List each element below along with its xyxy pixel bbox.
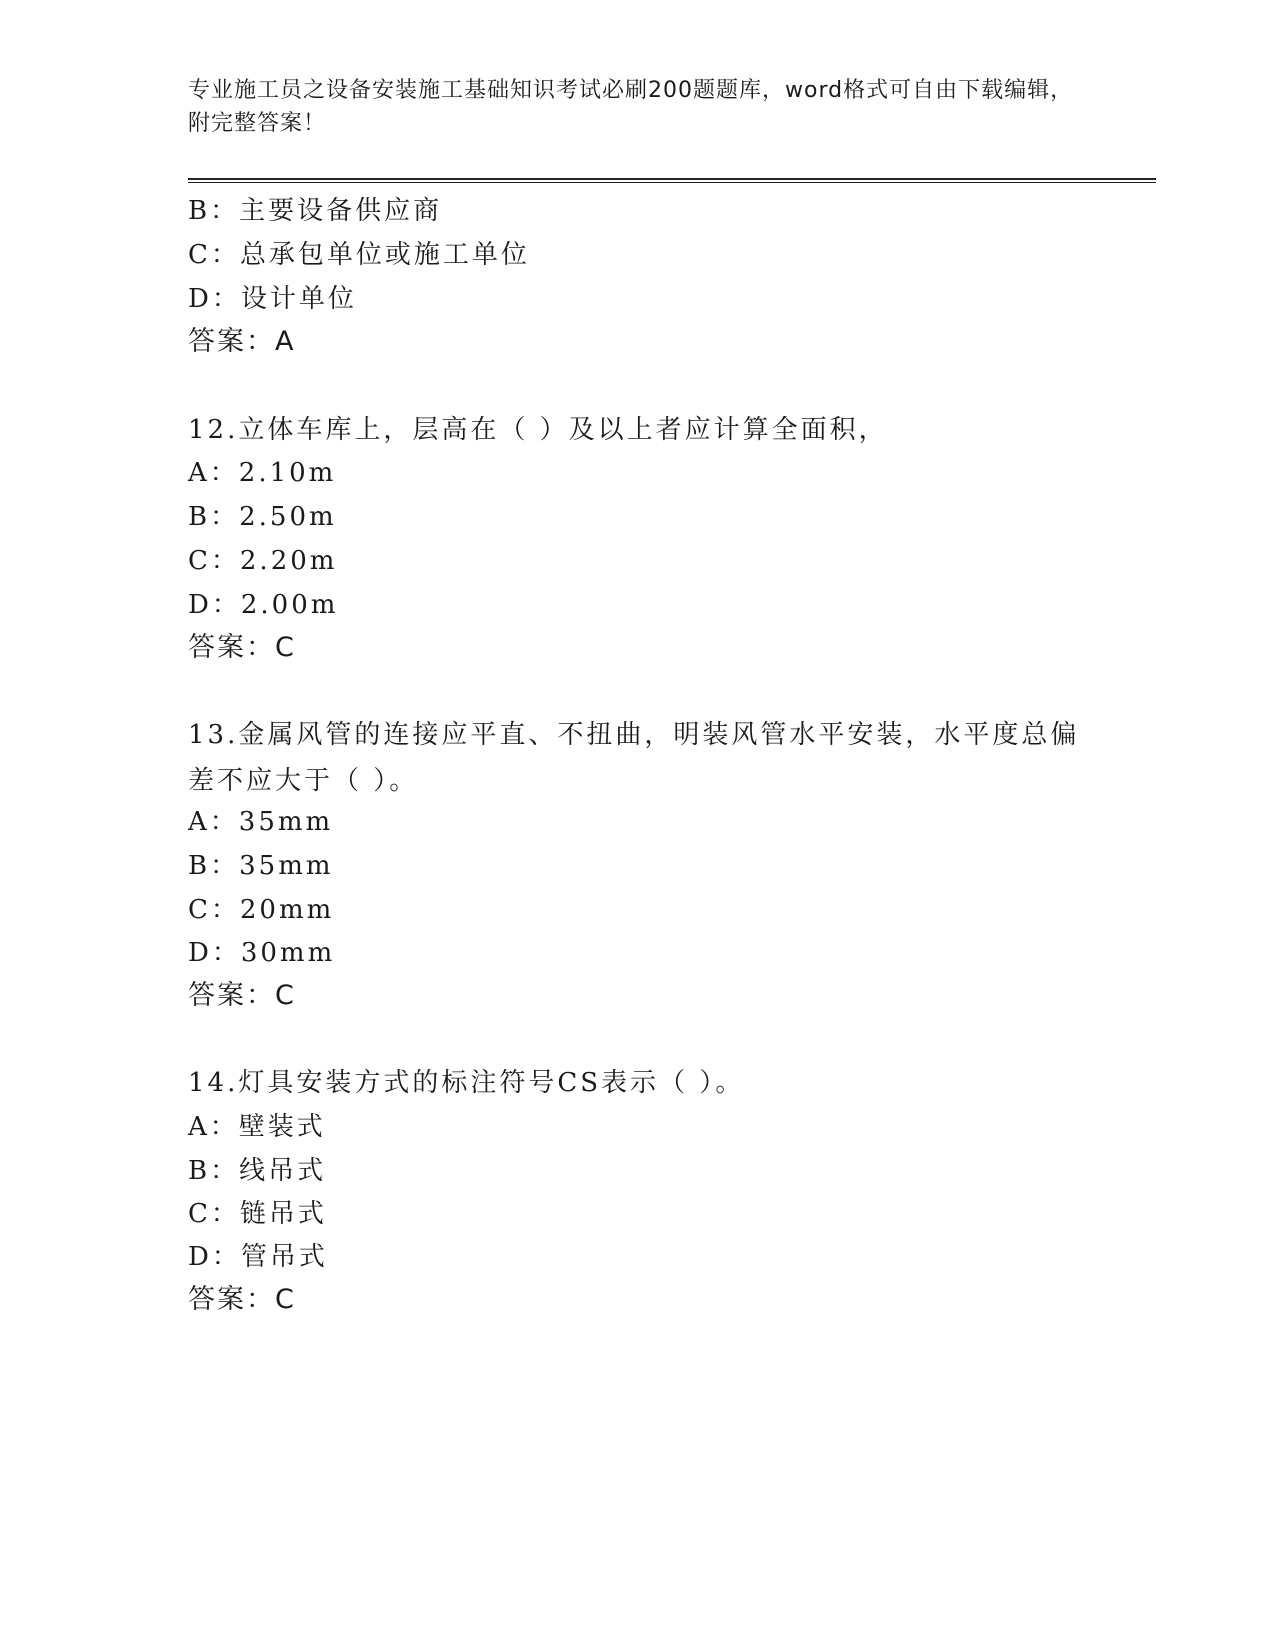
document-header-title: 专业施工员之设备安装施工基础知识考试必刷200题题库，word格式可自由下载编辑，附完整答案！ xyxy=(188,78,1074,136)
q13-option-a: A：35mm xyxy=(188,807,334,837)
q14-option-b: B：线吊式 xyxy=(188,1156,327,1186)
q12-stem: 12.立体车库上，层高在（ ）及以上者应计算全面积， xyxy=(188,415,888,445)
q14-option-a: A：壁装式 xyxy=(188,1112,326,1142)
q11-option-c: C：总承包单位或施工单位 xyxy=(188,240,530,270)
q12-answer: 答案：C xyxy=(188,632,296,663)
header-divider xyxy=(188,178,1156,183)
q14-option-d: D：管吊式 xyxy=(188,1242,328,1272)
q13-option-c: C：20mm xyxy=(188,895,335,925)
q11-option-b: B：主要设备供应商 xyxy=(188,196,443,226)
q12-option-a: A：2.10m xyxy=(188,458,337,488)
q12-option-c: C：2.20m xyxy=(188,546,338,576)
q13-option-d: D：30mm xyxy=(188,938,336,968)
q13-answer: 答案：C xyxy=(188,980,296,1011)
q12-option-d: D：2.00m xyxy=(188,590,339,620)
q13-option-b: B：35mm xyxy=(188,851,334,881)
q14-answer: 答案：C xyxy=(188,1284,296,1315)
q11-answer: 答案：A xyxy=(188,326,296,357)
q13-stem: 13.金属风管的连接应平直、不扭曲，明装风管水平安装，水平度总偏差不应大于（ ）。 xyxy=(188,720,1080,796)
q14-option-c: C：链吊式 xyxy=(188,1199,327,1229)
q14-stem: 14.灯具安装方式的标注符号CS表示（ ）。 xyxy=(188,1068,745,1098)
q12-option-b: B：2.50m xyxy=(188,502,337,532)
q11-option-d: D：设计单位 xyxy=(188,284,357,314)
